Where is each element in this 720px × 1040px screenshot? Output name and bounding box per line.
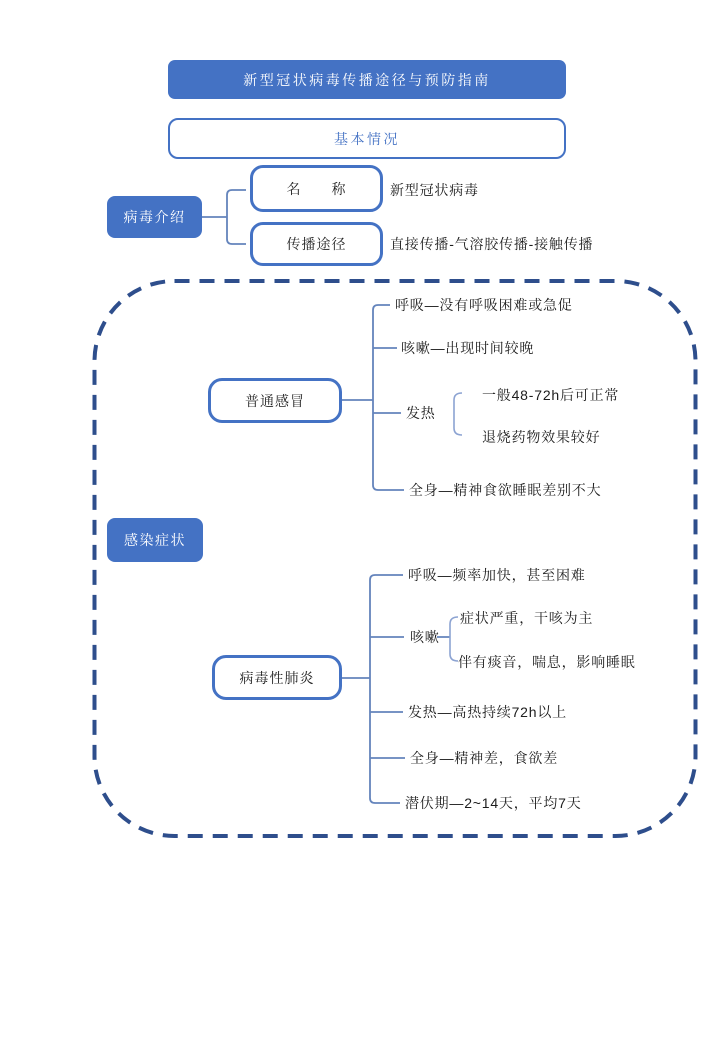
viral-pneumonia-node	[212, 655, 342, 700]
cold-branch-breathing: 呼吸—没有呼吸困难或急促	[395, 297, 573, 313]
cold-branch-cough: 咳嗽—出现时间较晚	[401, 340, 535, 356]
cough-bracket	[450, 617, 458, 661]
cold-branch-general: 全身—精神食欲睡眠差别不大	[409, 482, 602, 498]
basic-info-box	[168, 118, 566, 159]
viral-pneumonia-label: 病毒性肺炎	[239, 669, 315, 686]
pneumonia-cough-detail-2: 伴有痰音，喘息，影响睡眠	[458, 654, 636, 670]
diagram-title-text: 新型冠状病毒传播途径与预防指南	[243, 71, 491, 88]
cold-tree-connectors	[342, 305, 404, 490]
pneumonia-tree-connectors	[342, 575, 450, 803]
pneumonia-branch-general: 全身—精神差，食欲差	[410, 750, 558, 766]
pneumonia-branch-fever: 发热—高热持续72h以上	[408, 704, 567, 720]
fever-bracket	[454, 393, 462, 435]
pneumonia-branch-incubation: 潜伏期—2~14天，平均7天	[405, 795, 582, 811]
virus-intro-connectors	[202, 190, 246, 244]
pneumonia-branch-breathing: 呼吸—频率加快，甚至困难	[408, 567, 586, 583]
symptoms-label: 感染症状	[124, 532, 186, 548]
common-cold-label: 普通感冒	[245, 392, 305, 409]
virus-intro-label: 病毒介绍	[123, 209, 186, 225]
pneumonia-cough-detail-1: 症状严重，干咳为主	[460, 610, 594, 626]
transmission-route-label: 传播途径	[286, 236, 347, 252]
cold-branch-fever: 发热	[406, 405, 436, 421]
common-cold-node	[208, 378, 342, 423]
virus-name-value: 新型冠状病毒	[390, 182, 479, 198]
transmission-route-value: 直接传播-气溶胶传播-接触传播	[390, 236, 594, 252]
virus-name-label: 名 称	[286, 180, 347, 197]
virus-intro-node	[107, 196, 202, 238]
basic-info-label: 基本情况	[334, 130, 400, 147]
transmission-route-node	[250, 222, 383, 266]
cold-fever-detail-2: 退烧药物效果较好	[482, 429, 601, 445]
symptoms-node	[107, 518, 203, 562]
cold-fever-detail-1: 一般48-72h后可正常	[482, 387, 620, 403]
virus-name-node	[250, 165, 383, 212]
pneumonia-branch-cough: 咳嗽	[410, 629, 440, 645]
diagram-title-bar	[168, 60, 566, 99]
